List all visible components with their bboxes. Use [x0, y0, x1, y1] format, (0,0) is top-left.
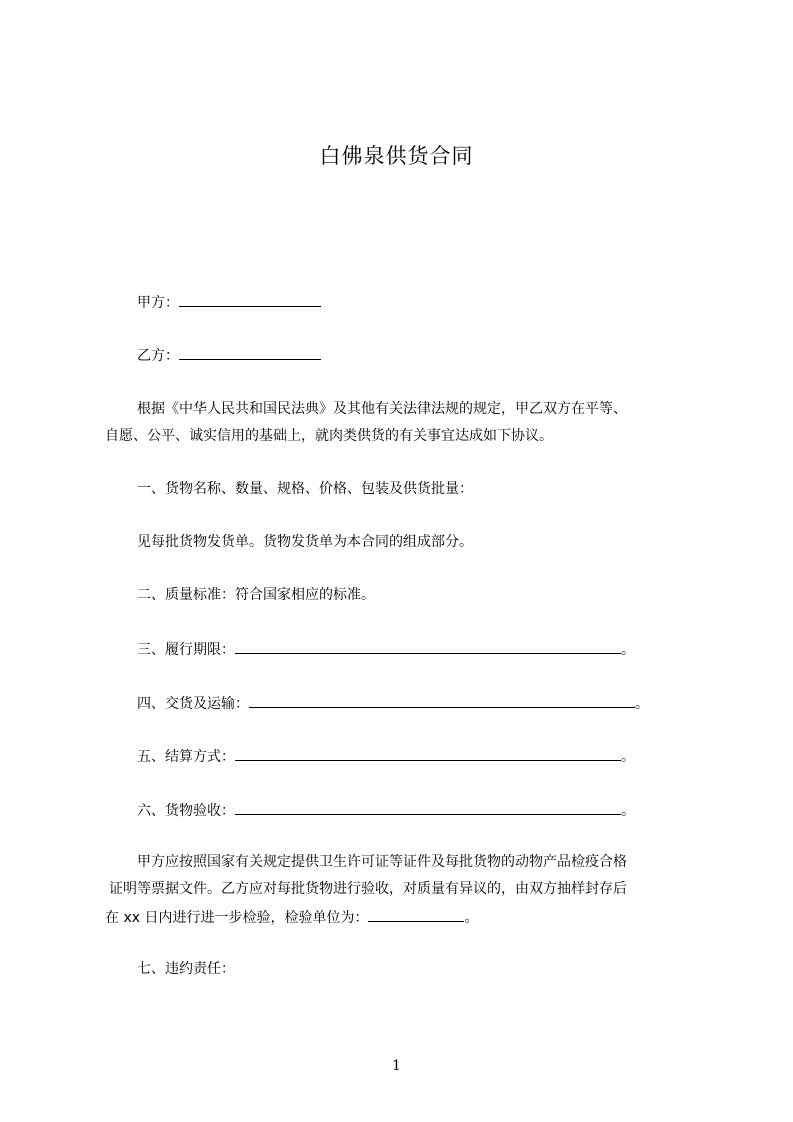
party-a-line [137, 291, 321, 313]
clause-3-line [137, 638, 635, 660]
clause-6-blank[interactable] [235, 799, 621, 815]
clause-4-blank[interactable] [249, 692, 635, 708]
clause-5-period: 。 [621, 749, 635, 765]
clause-3-period: 。 [621, 642, 635, 658]
party-a-label: 甲方： [137, 295, 179, 311]
acceptance-period: 。 [464, 910, 479, 926]
preamble-line-1: 根据《中华人民共和国民法典》及其他有关法律法规的规定，甲乙双方在平等、 [137, 401, 627, 417]
clause-6-label: 六、货物验收： [137, 803, 235, 819]
clause-1-body: 见每批货物发货单。货物发货单为本合同的组成部分。 [137, 534, 473, 550]
acceptance-line-2: 证明等票据文件。乙方应对每批货物进行验收，对质量有异议的，由双方抽样封存后 [109, 881, 627, 897]
clause-2: 二、质量标准：符合国家相应的标准。 [137, 587, 375, 603]
document-title: 白佛泉供货合同 [319, 144, 474, 168]
party-a-blank[interactable] [179, 291, 321, 307]
clause-5-line [137, 745, 635, 767]
clause-5-label: 五、结算方式： [137, 749, 235, 765]
acceptance-line-3-text: 在 xx 日内进行进一步检验，检验单位为： [105, 910, 369, 926]
clause-5-blank[interactable] [235, 745, 621, 761]
clause-3-blank[interactable] [235, 638, 621, 654]
party-b-label: 乙方： [137, 348, 179, 364]
acceptance-line-1: 甲方应按照国家有关规定提供卫生许可证等证件及每批货物的动物产品检疫合格 [137, 854, 627, 870]
acceptance-line-3 [105, 906, 478, 928]
clause-7-heading: 七、违约责任： [137, 961, 235, 977]
clause-3-label: 三、履行期限： [137, 642, 235, 658]
clause-4-label: 四、交货及运输： [137, 696, 249, 712]
page-number: 1 [392, 1058, 401, 1074]
clause-1-heading: 一、货物名称、数量、规格、价格、包装及供货批量： [137, 481, 473, 497]
party-b-line [137, 344, 321, 366]
party-b-blank[interactable] [179, 344, 321, 360]
preamble-line-2: 自愿、公平、诚实信用的基础上，就肉类供货的有关事宜达成如下协议。 [105, 428, 553, 444]
clause-6-line [137, 799, 635, 821]
clause-4-line [137, 692, 649, 714]
inspection-unit-blank[interactable] [368, 906, 464, 922]
clause-6-period: 。 [621, 803, 635, 819]
clause-4-period: 。 [635, 696, 649, 712]
